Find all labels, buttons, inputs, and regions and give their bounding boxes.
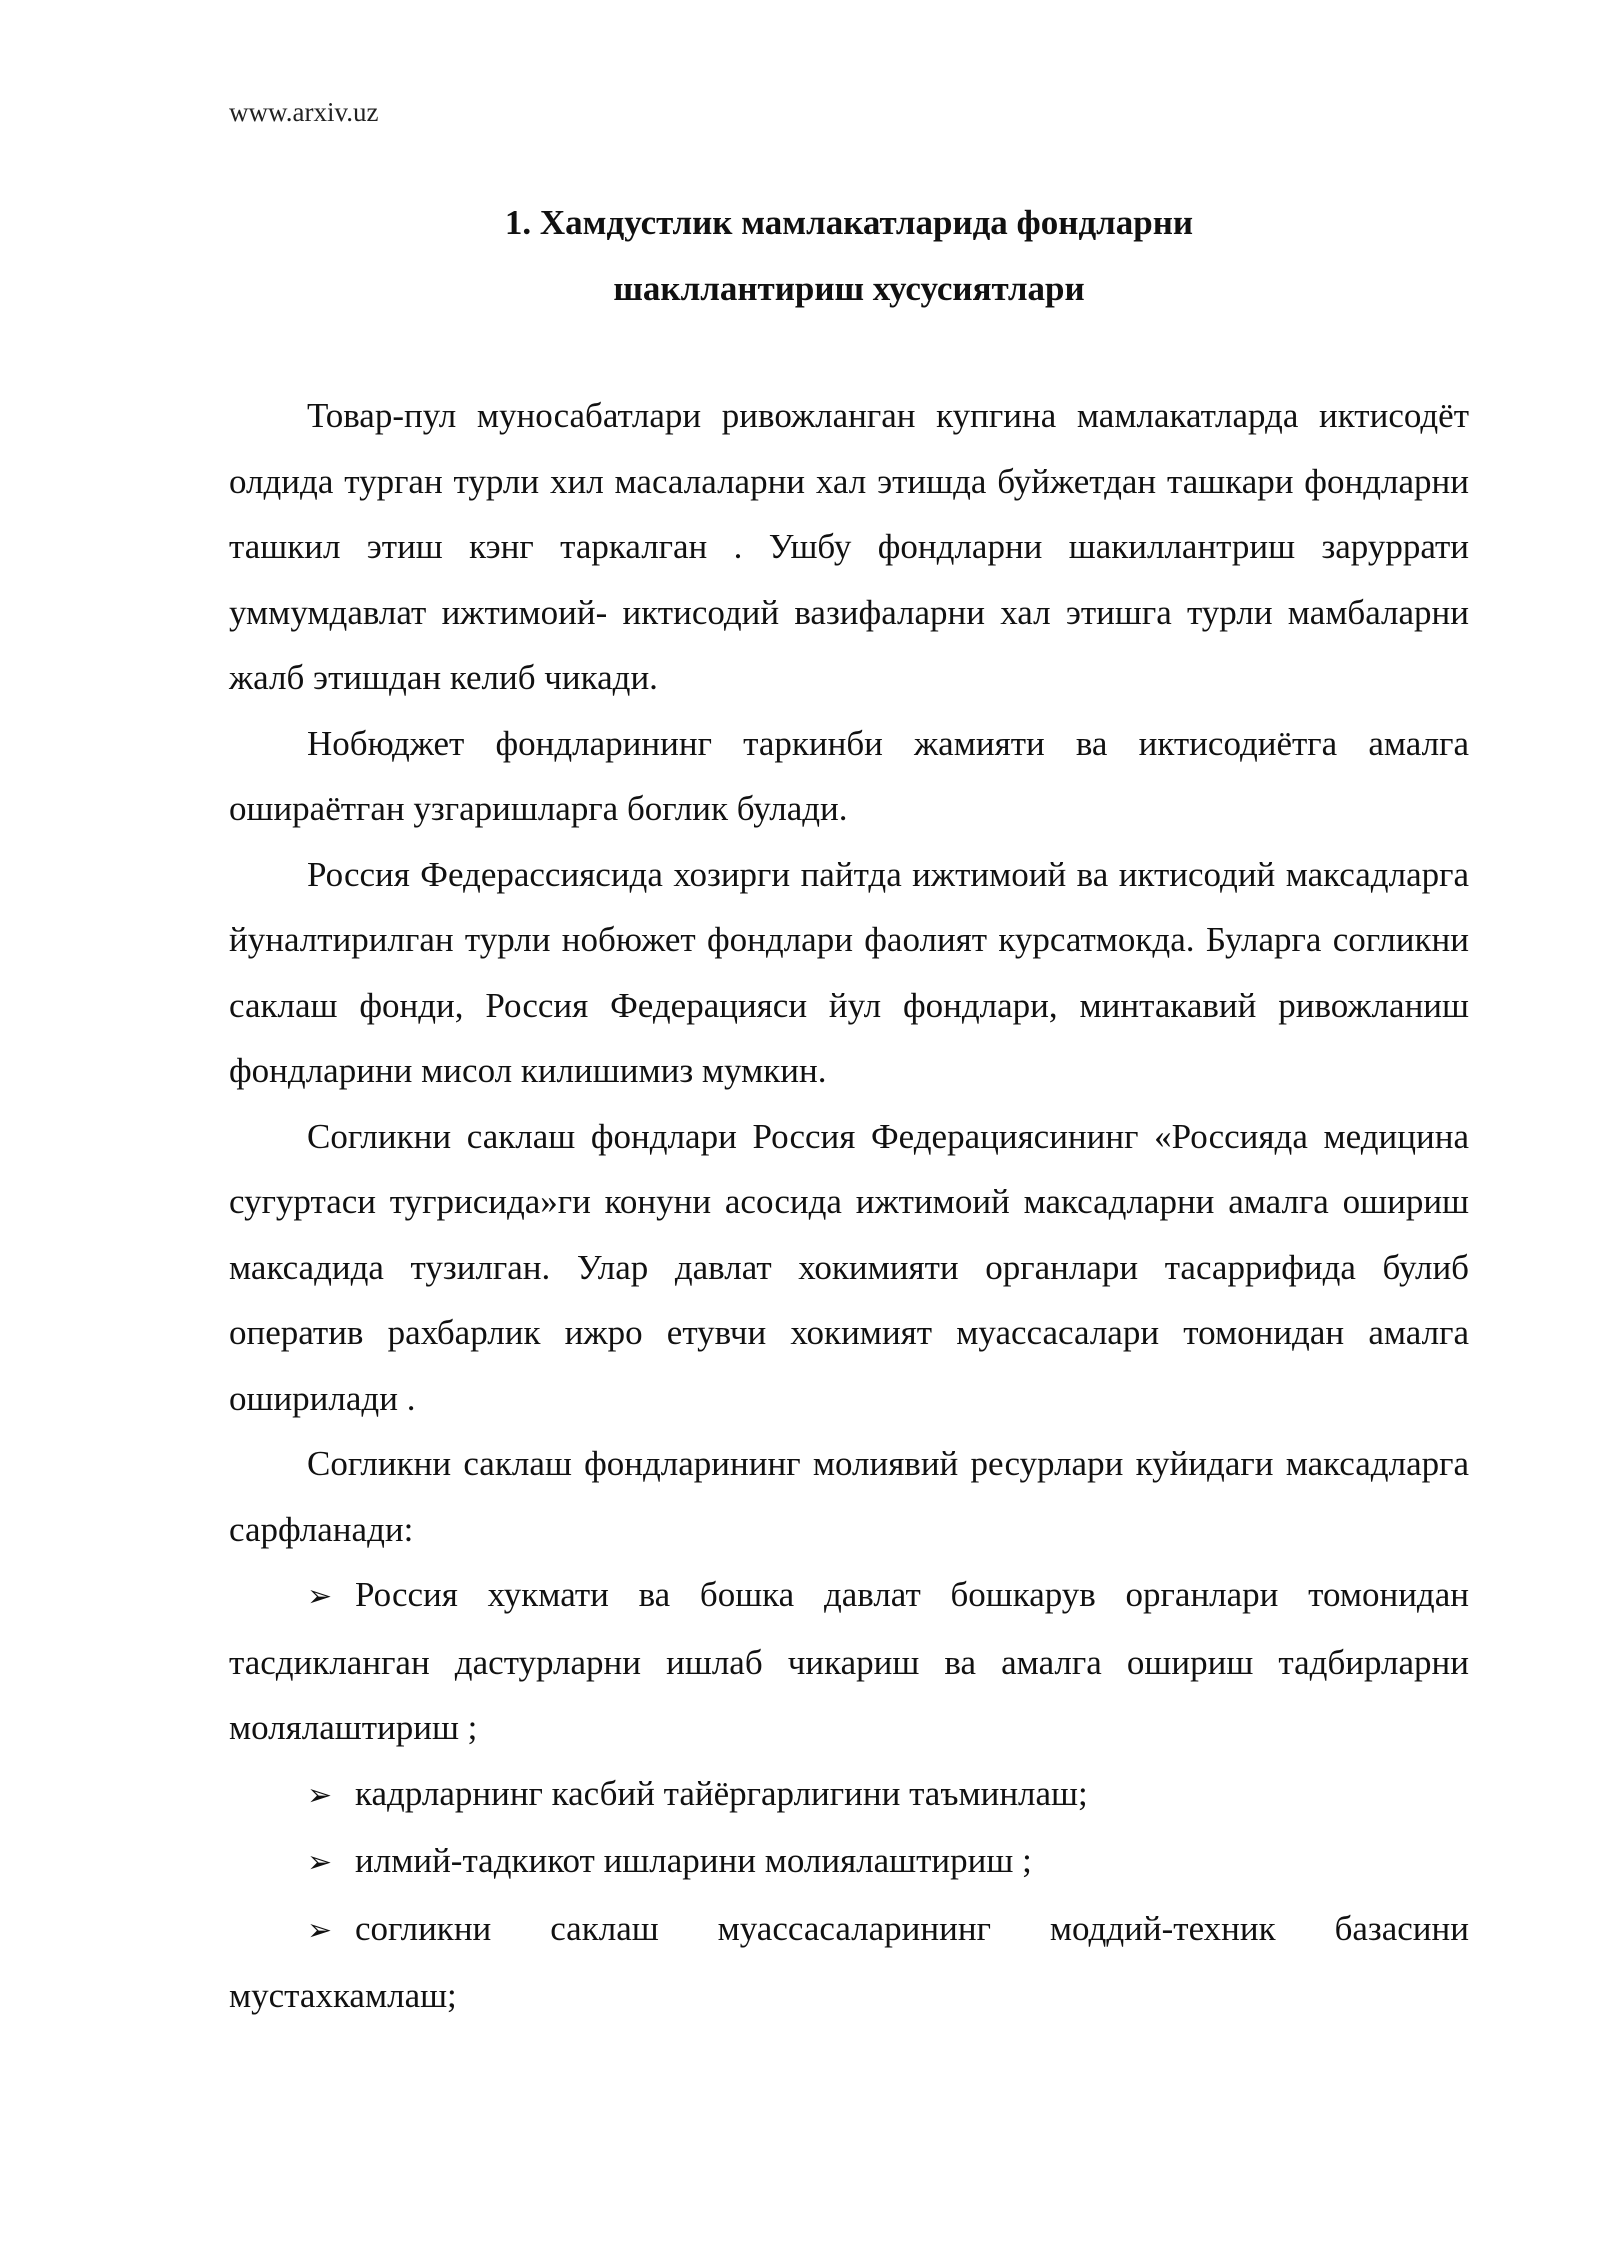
bullet-text: согликни саклаш муассасаларининг моддий-техник базасини мустахкамлаш; [229,1908,1469,2015]
arrow-bullet-icon: ➢ [307,1913,333,1947]
bullet-item [229,1828,1469,1896]
bullet-text: кадрларнинг касбий тайёргарлигини таъминлаш; [355,1773,1088,1813]
arrow-bullet-icon: ➢ [307,1846,333,1879]
site-url: www.arxiv.uz [229,97,379,127]
bullet-text: илмий-тадкикот ишларини молиялаштириш ; [355,1841,1032,1880]
title-line-2: шакллантириш хусусиятлари [613,269,1085,308]
document-body [229,383,1469,2029]
bullet-item [229,1896,1469,2029]
page-title [229,190,1469,322]
arrow-bullet-icon: ➢ [307,1580,333,1613]
paragraph: Товар-пул муносабатлари ривожланган купгина мамлакатларда иктисодёт олдида турган турли хил масалаларни хал этишда буйжетдан ташкари фондларни ташкил этиш кэнг таркалган . Ушбу фондларни шакиллантриш заруррати уммумдавлат ижтимоий- иктисодий вазифаларни хал этишга турли мамбаларни жалб этишдан келиб чикади. [229,396,1469,697]
bullet-item [229,1761,1469,1829]
bullet-text: Россия хукмати ва бошка давлат бошкарув органлари томонидан тасдикланган дастурларни ишлаб чикариш ва амалга ошириш тадбирларни молялаштириш ; [229,1575,1469,1747]
paragraph: Согликни саклаш фондлари Россия Федерациясининг «Россияда медицина сугуртаси тугрисида»ги конуни асосида ижтимоий максадларни амалга ошириш максадида тузилган. Улар давлат хокимияти органлари тасаррифида булиб оператив рахбарлик ижро етувчи хокимият муассасалари томонидан амалга оширилади . [229,1116,1469,1418]
arrow-bullet-icon: ➢ [307,1778,333,1812]
paragraph: Согликни саклаш фондларининг молиявий ресурлари куйидаги максадларга сарфланади: [229,1444,1469,1549]
paragraph: Нобюджет фондларининг таркинби жамияти ва иктисодиётга амалга ошираётган узгаришларга боглик булади. [229,723,1469,828]
bullet-item [229,1562,1469,1761]
title-line-1: 1. Хамдустлик мамлакатларида фондларни [504,203,1194,242]
paragraph: Россия Федерассиясида хозирги пайтда ижтимоий ва иктисодий максадларга йуналтирилган турли нобюжет фондлари фаолият курсатмокда. Буларга согликни саклаш фонди, Россия Федерацияси йул фондлари, минтакавий ривожланиш фондларини мисол килишимиз мумкин. [229,854,1469,1090]
